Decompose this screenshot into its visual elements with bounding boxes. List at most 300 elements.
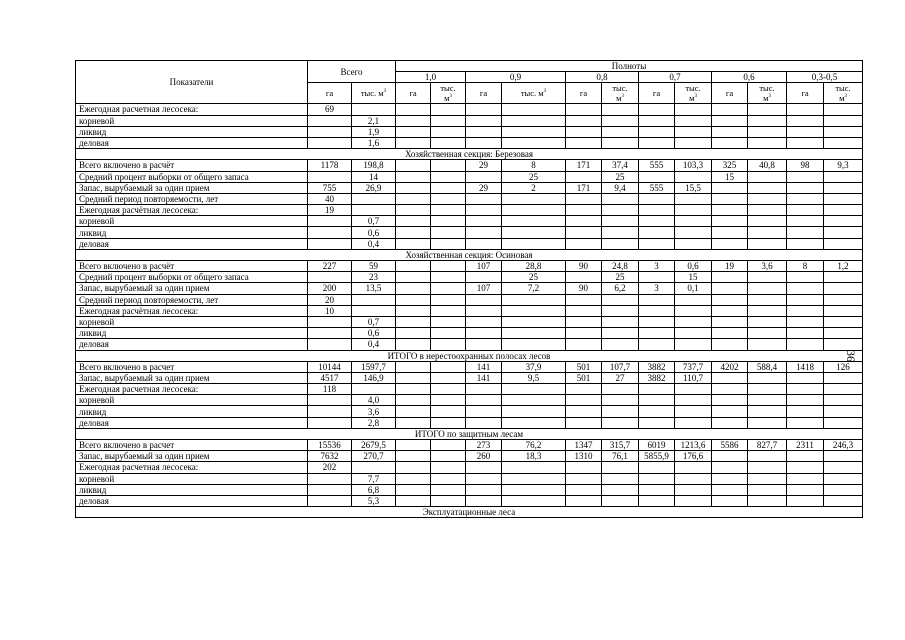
table-cell: 737,7 [675,361,712,372]
table-cell [431,137,466,148]
table-cell [431,160,466,171]
unit-ha-header: га [396,83,431,104]
table-cell [748,216,787,227]
table-cell [787,283,824,294]
table-cell [602,395,639,406]
table-cell [824,328,863,339]
table-cell: 10144 [308,361,352,372]
table-cell [824,473,863,484]
table-cell [566,137,602,148]
table-cell [502,238,566,249]
table-cell [712,216,748,227]
table-cell [431,361,466,372]
table-cell [787,406,824,417]
table-cell: 2 [502,182,566,193]
table-cell [466,484,502,495]
table-cell: 146,9 [352,372,396,383]
table-cell [466,115,502,126]
table-cell [566,115,602,126]
table-cell: 25 [602,272,639,283]
table-cell [352,305,396,316]
table-cell: 0,7 [352,316,396,327]
table-cell [675,205,712,216]
table-row [76,238,863,249]
table-cell: 1,9 [352,126,396,137]
table-cell: 1,6 [352,137,396,148]
row-label: Запас, вырубаемый за один прием [76,283,308,294]
table-cell: 7,7 [352,473,396,484]
density-group-header: 0,3-0,5 [787,72,863,83]
table-cell [431,238,466,249]
table-cell [352,193,396,204]
table-cell [787,205,824,216]
table-cell [502,294,566,305]
unit-thousand-m3-header: тыс. $м^3$ [748,83,787,104]
table-cell [639,384,675,395]
table-cell [639,305,675,316]
table-cell [566,294,602,305]
table-row [76,484,863,495]
table-cell [748,126,787,137]
table-cell: 0,4 [352,238,396,249]
table-row [76,115,863,126]
table-cell: 18,3 [502,451,566,462]
row-label: Ежегодная расчётная лесосека: [76,305,308,316]
table-cell [824,104,863,115]
table-cell [466,384,502,395]
section-title: Хозяйственная секция: Осиновая [76,249,863,260]
table-cell [787,316,824,327]
table-cell [566,171,602,182]
row-label: Всего включено в расчёт [76,160,308,171]
table-cell [675,473,712,484]
table-cell [748,193,787,204]
table-cell: 3,6 [748,261,787,272]
table-cell: 1597,7 [352,361,396,372]
table-cell [566,104,602,115]
table-row [76,495,863,506]
table-cell: 3 [639,283,675,294]
table-cell [675,126,712,137]
table-cell [602,384,639,395]
table-cell [308,137,352,148]
table-cell [824,272,863,283]
table-cell [602,484,639,495]
unit-thousand-m3-header: тыс. $м^3$ [824,83,863,104]
table-cell [566,484,602,495]
table-cell [396,283,431,294]
table-cell: 270,7 [352,451,396,462]
table-cell [639,339,675,350]
table-cell: 5586 [712,440,748,451]
table-cell [602,216,639,227]
table-cell [824,294,863,305]
table-cell [639,484,675,495]
table-cell [675,328,712,339]
table-cell [566,462,602,473]
table-cell [466,495,502,506]
forest-felling-table [75,60,863,518]
table-cell [824,115,863,126]
table-cell: 110,7 [675,372,712,383]
table-cell [787,384,824,395]
table-body [76,104,863,518]
table-cell [431,339,466,350]
table-cell [639,238,675,249]
table-cell [748,406,787,417]
table-cell [787,462,824,473]
table-cell [396,182,431,193]
table-cell: 3,6 [352,406,396,417]
table-cell [824,484,863,495]
table-cell [502,406,566,417]
unit-ha-header: га [787,83,824,104]
table-cell: 19 [712,261,748,272]
table-row [76,473,863,484]
table-cell: 103,3 [675,160,712,171]
row-label: корневой [76,395,308,406]
table-cell [466,406,502,417]
table-cell [396,495,431,506]
table-cell [712,126,748,137]
table-cell [712,272,748,283]
table-cell [602,205,639,216]
table-cell: 29 [466,182,502,193]
table-cell [352,384,396,395]
table-cell [639,395,675,406]
table-cell [466,294,502,305]
table-row [76,451,863,462]
table-cell [675,193,712,204]
table-cell [675,495,712,506]
table-cell [431,182,466,193]
table-cell: 176,6 [675,451,712,462]
table-cell [675,238,712,249]
table-cell [748,495,787,506]
table-cell [466,395,502,406]
table-cell [748,395,787,406]
table-cell: 141 [466,372,502,383]
table-row [76,294,863,305]
table-cell: 40 [308,193,352,204]
table-cell [675,339,712,350]
table-cell [712,451,748,462]
table-cell [431,272,466,283]
table-cell: 15 [712,171,748,182]
table-cell [712,395,748,406]
table-cell [502,126,566,137]
table-cell [824,216,863,227]
table-cell [502,484,566,495]
table-cell: 40,8 [748,160,787,171]
table-cell: 98 [787,160,824,171]
table-cell [824,417,863,428]
table-cell [352,462,396,473]
table-cell [502,384,566,395]
table-cell [748,372,787,383]
table-cell: 588,4 [748,361,787,372]
row-label: корневой [76,216,308,227]
table-cell: 227 [308,261,352,272]
table-cell [466,417,502,428]
table-cell [639,115,675,126]
table-cell [431,395,466,406]
table-cell [787,137,824,148]
table-cell [396,294,431,305]
table-cell [639,316,675,327]
table-cell [748,417,787,428]
table-cell [824,283,863,294]
table-cell [748,104,787,115]
table-cell: 25 [502,272,566,283]
table-cell [431,473,466,484]
table-cell [502,227,566,238]
table-cell [566,495,602,506]
table-cell [639,462,675,473]
density-group-header: 0,9 [466,72,566,83]
table-cell [675,384,712,395]
table-cell [466,137,502,148]
table-cell [396,126,431,137]
table-row [76,406,863,417]
table-cell [712,473,748,484]
table-cell [352,104,396,115]
table-cell [396,462,431,473]
table-cell [824,126,863,137]
table-cell [352,205,396,216]
table-cell [502,339,566,350]
table-cell [824,384,863,395]
table-cell [675,484,712,495]
table-cell: 9,3 [824,160,863,171]
table-cell: 118 [308,384,352,395]
table-cell [639,205,675,216]
unit-thousand-m3-header: тыс. $м^3$ [431,83,466,104]
table-cell [748,205,787,216]
table-cell [352,294,396,305]
table-cell [466,339,502,350]
table-cell [466,205,502,216]
row-label: Всего включено в расчет [76,440,308,451]
table-cell: 171 [566,182,602,193]
section-title: ИТОГО по защитным лесам [76,428,863,439]
table-row [76,216,863,227]
table-cell [502,328,566,339]
table-cell [396,417,431,428]
density-group-header: 1,0 [396,72,466,83]
table-cell [396,361,431,372]
table-cell [431,126,466,137]
unit-ha-header: га [308,83,352,104]
table-cell [748,451,787,462]
row-label: Запас, вырубаемый за один прием [76,182,308,193]
table-cell [675,104,712,115]
table-cell [308,339,352,350]
table-cell [712,384,748,395]
table-cell [566,339,602,350]
table-cell: 6,8 [352,484,396,495]
table-cell [639,406,675,417]
table-cell [712,328,748,339]
table-cell [396,339,431,350]
row-label: Ежегодная расчетная лесосека: [76,384,308,395]
row-label: ликвид [76,227,308,238]
table-row [76,137,863,148]
table-cell [396,316,431,327]
table-cell: 273 [466,440,502,451]
table-cell [431,227,466,238]
table-cell [787,115,824,126]
table-cell [602,406,639,417]
table-cell: 69 [308,104,352,115]
table-cell: 23 [352,272,396,283]
table-cell [787,104,824,115]
table-cell: 5,3 [352,495,396,506]
table-cell [712,182,748,193]
table-row [76,227,863,238]
table-cell [712,104,748,115]
density-group-header: 0,7 [639,72,712,83]
table-cell [308,171,352,182]
table-cell [675,137,712,148]
table-cell [748,227,787,238]
table-cell [824,451,863,462]
row-label: корневой [76,473,308,484]
table-cell [308,495,352,506]
unit-ha-header: га [712,83,748,104]
table-cell [396,171,431,182]
table-row [76,171,863,182]
table-cell [566,216,602,227]
table-cell [396,451,431,462]
unit-thousand-m3-header: тыс. $м^3$ [352,83,396,104]
table-cell [675,305,712,316]
table-cell: 141 [466,361,502,372]
table-row [76,462,863,473]
table-cell [431,205,466,216]
table-cell: 555 [639,160,675,171]
table-cell: 315,7 [602,440,639,451]
table-cell: 202 [308,462,352,473]
table-cell: 37,9 [502,361,566,372]
table-cell [712,495,748,506]
table-cell [675,294,712,305]
table-cell: 4517 [308,372,352,383]
table-cell [712,227,748,238]
table-cell [824,406,863,417]
table-cell: 6,2 [602,283,639,294]
table-cell: 1,2 [824,261,863,272]
table-cell: 8 [502,160,566,171]
table-cell [308,272,352,283]
table-cell [787,216,824,227]
table-cell [675,462,712,473]
table-cell [824,182,863,193]
table-cell: 260 [466,451,502,462]
table-cell [431,283,466,294]
table-cell [748,316,787,327]
table-cell [712,137,748,148]
table-cell [308,328,352,339]
table-cell: 2679,5 [352,440,396,451]
table-cell [602,115,639,126]
table-cell [431,171,466,182]
table-cell [712,339,748,350]
table-cell [396,406,431,417]
table-row [76,261,863,272]
table-cell [396,440,431,451]
section-row [76,249,863,260]
table-cell [466,193,502,204]
table-cell: 15,5 [675,182,712,193]
table-cell [748,171,787,182]
table-cell [502,193,566,204]
unit-ha-header: га [566,83,602,104]
table-cell [396,395,431,406]
table-cell: 1213,6 [675,440,712,451]
table-cell [431,484,466,495]
table-cell [787,473,824,484]
table-cell: 15 [675,272,712,283]
table-cell: 755 [308,182,352,193]
table-cell [639,495,675,506]
table-cell [466,272,502,283]
table-cell: 107 [466,283,502,294]
table-row [76,160,863,171]
table-cell [602,473,639,484]
table-row [76,182,863,193]
indicators-header: Показатели [76,61,308,104]
table-cell [787,238,824,249]
table-cell [308,115,352,126]
table-cell [566,417,602,428]
table-cell: 90 [566,283,602,294]
table-cell [787,227,824,238]
table-cell: 0,6 [352,328,396,339]
table-cell [466,316,502,327]
table-cell [431,372,466,383]
table-cell: 198,8 [352,160,396,171]
table-cell [712,294,748,305]
table-cell [712,238,748,249]
table-cell [748,462,787,473]
table-cell [639,171,675,182]
table-cell [602,126,639,137]
row-label: Ежегодная расчетная лесосека: [76,104,308,115]
table-cell [748,339,787,350]
table-cell: 2,1 [352,115,396,126]
table-cell [566,395,602,406]
table-cell: 9,5 [502,372,566,383]
table-cell: 10 [308,305,352,316]
table-row [76,395,863,406]
table-row [76,440,863,451]
total-header: Всего [308,61,396,83]
table-cell [824,305,863,316]
table-cell [787,484,824,495]
table-cell [431,406,466,417]
table-cell [466,126,502,137]
table-cell [824,205,863,216]
table-cell [466,227,502,238]
table-cell: 0,1 [675,283,712,294]
table-cell [675,417,712,428]
table-cell [748,137,787,148]
table-cell [502,104,566,115]
table-cell [431,193,466,204]
table-cell [466,462,502,473]
section-title: ИТОГО в нерестоохранных полосах лесов [76,350,863,361]
